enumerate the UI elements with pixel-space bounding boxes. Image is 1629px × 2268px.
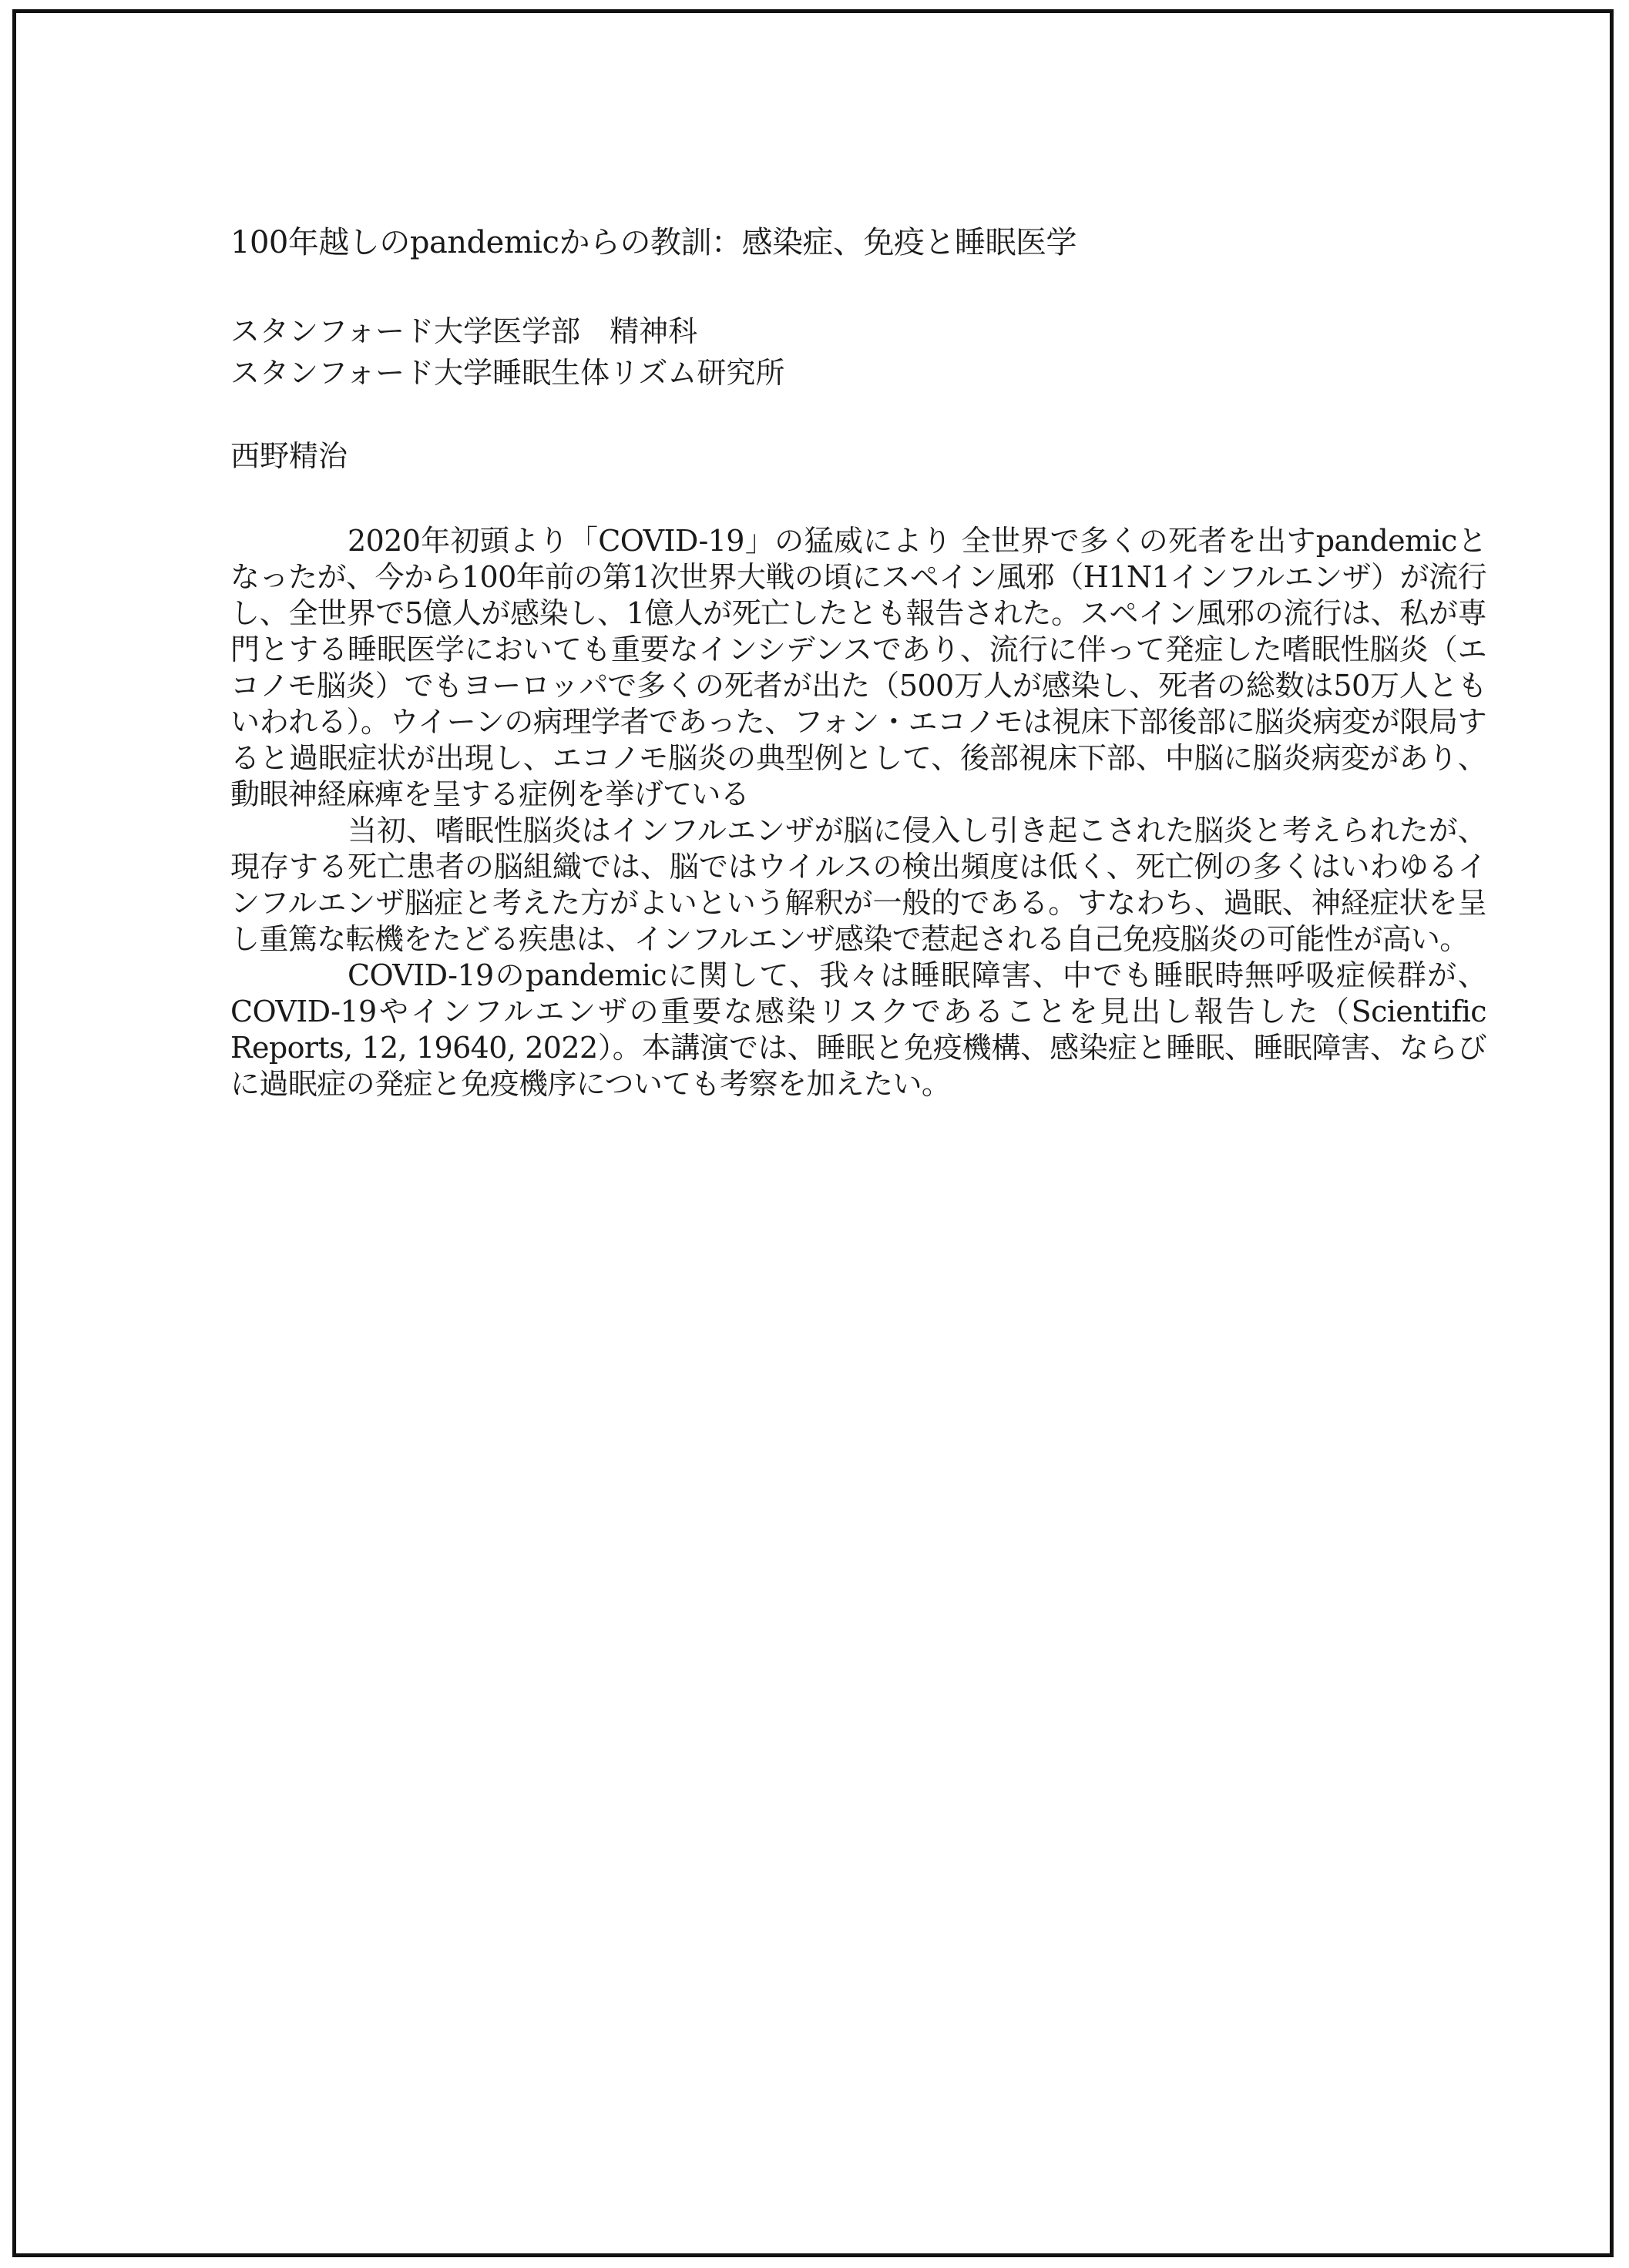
affiliations — [230, 310, 1486, 394]
page-frame — [12, 9, 1614, 2257]
body-paragraph: 当初、嗜眠性脳炎はインフルエンザが脳に侵入し引き起こされた脳炎と考えられたが、現存する死亡患者の脳組織では、脳ではウイルスの検出頻度は低く、死亡例の多くはいわゆるインフルエンザ脳症と考えた方がよいという解釈が一般的である。すなわち、過眠、神経症状を呈し重篤な転機をたどる疾患は、インフルエンザ感染で惹起される自己免疫脳炎の可能性が高い。 — [230, 814, 1486, 956]
author-name: 西野精治 — [230, 439, 348, 473]
body-paragraph: COVID-19のpandemicに関して、我々は睡眠障害、中でも睡眠時無呼吸症候群が、COVID-19やインフルエンザの重要な感染リスクであることを見出し報告した（Scientific Reports, 12, 19640, 2022）。本講演では、睡眠と免疫機構、感染症と睡眠、睡眠障害、ならびに過眠症の発症と免疫機序についても考察を加えたい。 — [230, 958, 1486, 1101]
affiliation-line: スタンフォード大学医学部 精神科 — [230, 314, 698, 348]
body-paragraph: 2020年初頭より「COVID-19」の猛威により 全世界で多くの死者を出すpandemicとなったが、今から100年前の第1次世界大戦の頃にスペイン風邪（H1N1インフルエンザ）が流行し、全世界で5億人が感染し、1億人が死亡したとも報告された。スペイン風邪の流行は、私が専門とする睡眠医学においても重要なインシデンスであり、流行に伴って発症した嗜眠性脳炎（エコノモ脳炎）でもヨーロッパで多くの死者が出た（500万人が感染し、死者の総数は50万人ともいわれる）。ウイーンの病理学者であった、フォン・エコノモは視床下部後部に脳炎病変が限局すると過眠症状が出現し、エコノモ脳炎の典型例として、後部視床下部、中脳に脳炎病変があり、動眼神経麻痺を呈する症例を挙げている — [230, 524, 1486, 811]
document-title: 100年越しのpandemicからの教訓：感染症、免疫と睡眠医学 — [230, 225, 1076, 260]
affiliation-line: スタンフォード大学睡眠生体リズム研究所 — [230, 356, 785, 390]
document-content — [230, 221, 1486, 1102]
